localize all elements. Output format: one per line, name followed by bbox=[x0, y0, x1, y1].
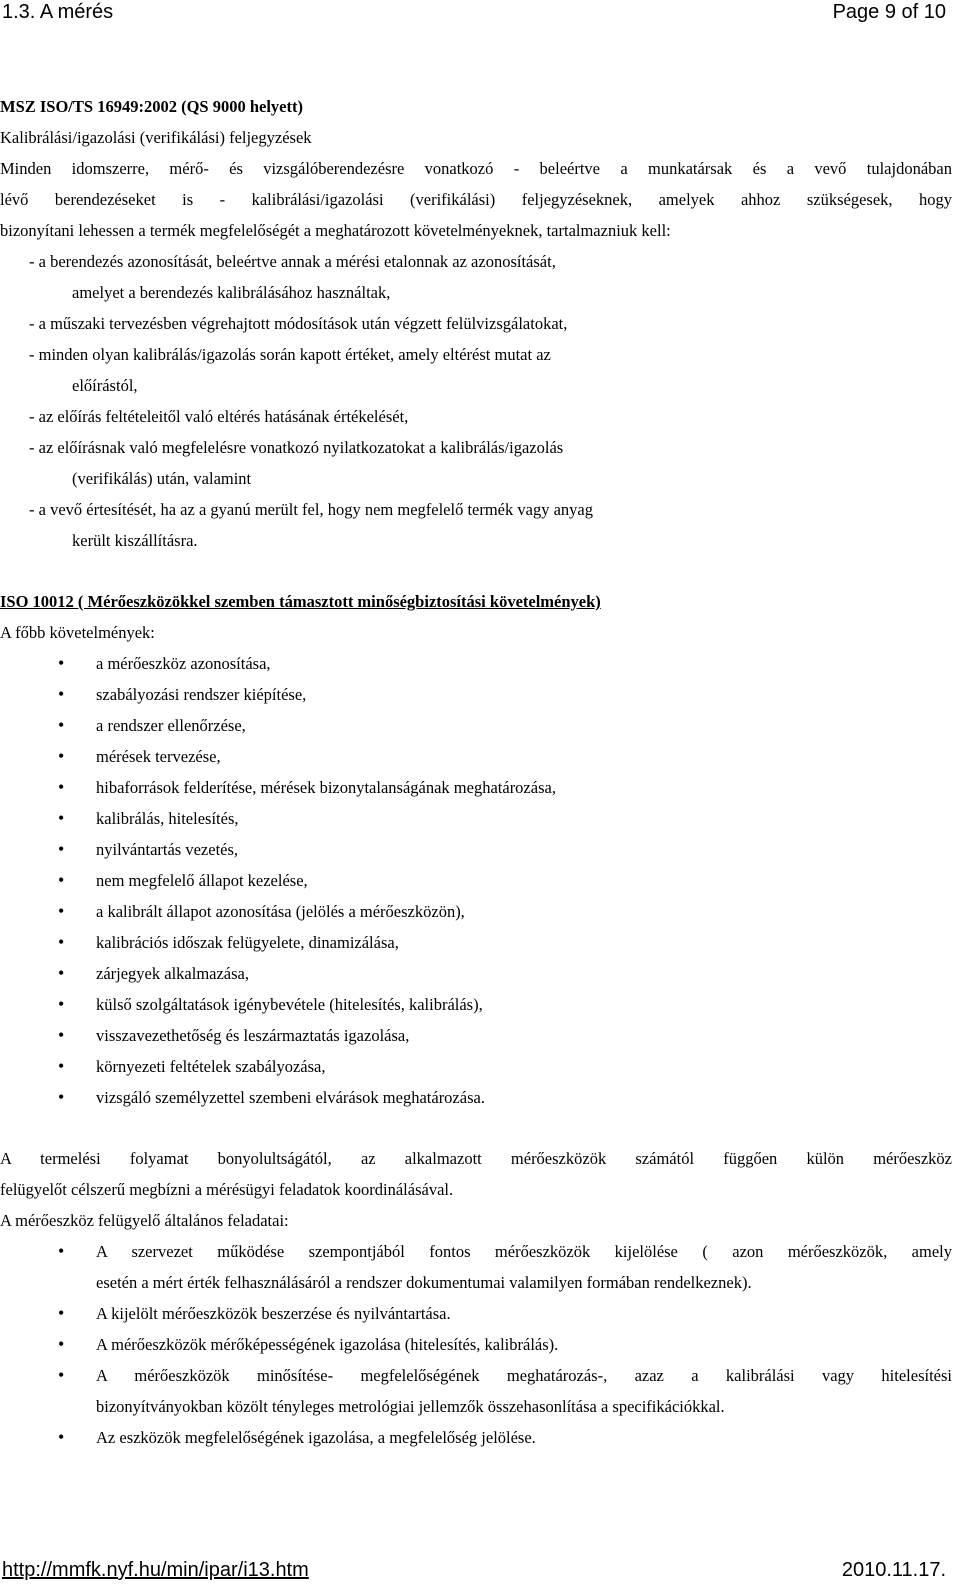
iso-requirement-item: • szabályozási rendszer kiépítése, bbox=[0, 679, 952, 710]
msz-item: - a vevő értesítését, ha az a gyanú merült fel, hogy nem megfelelő termék vagy anyag bbox=[29, 500, 593, 519]
task-item: • A mérőeszközök minősítése- megfelelőségének meghatározás-, azaz a kalibrálási vagy hitelesítési bbox=[0, 1360, 952, 1391]
msz-item-cont: amelyet a berendezés kalibrálásához használtak, bbox=[72, 283, 391, 302]
msz-item: - az előírás feltételeitől való eltérés hatásának értékelését, bbox=[29, 407, 409, 426]
iso-requirement-item: • visszavezethetőség és leszármaztatás igazolása, bbox=[0, 1020, 952, 1051]
tail-intro: A mérőeszköz felügyelő általános feladatai: bbox=[0, 1211, 289, 1230]
section-title: 1.3. A mérés bbox=[2, 1, 114, 23]
iso-requirement-item: • kalibrációs időszak felügyelete, dinamizálása, bbox=[0, 927, 952, 958]
task-item: • A mérőeszközök mérőképességének igazolása (hitelesítés, kalibrálás). bbox=[0, 1329, 952, 1360]
tail-paragraph-line: felügyelőt célszerű megbízni a mérésügyi feladatok koordinálásával. bbox=[0, 1180, 454, 1199]
iso-requirement-item: • a rendszer ellenőrzése, bbox=[0, 710, 952, 741]
msz-paragraph-line: bizonyítani lehessen a termék megfelelőségét a meghatározott követelményeknek, tartalmazniuk kell: bbox=[0, 221, 671, 240]
msz-subtitle: Kalibrálási/igazolási (verifikálási) feljegyzések bbox=[0, 128, 312, 147]
iso-requirement-item: • környezeti feltételek szabályozása, bbox=[0, 1051, 952, 1082]
iso-requirement-item: • nem megfelelő állapot kezelése, bbox=[0, 865, 952, 896]
task-item: • A kijelölt mérőeszközök beszerzése és nyilvántartása. bbox=[0, 1298, 952, 1329]
msz-item-cont: került kiszállításra. bbox=[72, 531, 198, 550]
page-number: Page 9 of 10 bbox=[832, 1, 946, 23]
iso-requirement-item: • kalibrálás, hitelesítés, bbox=[0, 803, 952, 834]
msz-item-cont: (verifikálás) után, valamint bbox=[72, 469, 252, 488]
iso-requirement-item: • hibaforrások felderítése, mérések bizonytalanságának meghatározása, bbox=[0, 772, 952, 803]
task-item: • A szervezet működése szempontjából fontos mérőeszközök kijelölése ( azon mérőeszközök, amely bbox=[0, 1236, 952, 1267]
iso-requirement-item: • a mérőeszköz azonosítása, bbox=[0, 648, 952, 679]
iso-requirement-item: • zárjegyek alkalmazása, bbox=[0, 958, 952, 989]
document-body bbox=[0, 91, 952, 1453]
iso-intro: A főbb követelmények: bbox=[0, 623, 155, 642]
iso-requirement-item: • a kalibrált állapot azonosítása (jelölés a mérőeszközön), bbox=[0, 896, 952, 927]
msz-item: - az előírásnak való megfelelésre vonatkozó nyilatkozatokat a kalibrálás/igazolás bbox=[29, 438, 564, 457]
iso-heading: ISO 10012 ( Mérőeszközökkel szemben támasztott minőségbiztosítási követelmények) bbox=[0, 592, 601, 611]
msz-item: - minden olyan kalibrálás/igazolás során kapott értéket, amely eltérést mutat az bbox=[29, 345, 551, 364]
iso-requirement-item: • vizsgáló személyzettel szembeni elvárások meghatározása. bbox=[0, 1082, 952, 1113]
page-header bbox=[0, 0, 960, 28]
task-item-cont: esetén a mért érték felhasználásáról a rendszer dokumentumai valamilyen formában rendelkeznek). bbox=[96, 1273, 752, 1292]
msz-heading: MSZ ISO/TS 16949:2002 (QS 9000 helyett) bbox=[0, 97, 303, 116]
task-item: • Az eszközök megfelelőségének igazolása, a megfelelőség jelölése. bbox=[0, 1422, 952, 1453]
iso-requirement-item: • külső szolgáltatások igénybevétele (hitelesítés, kalibrálás), bbox=[0, 989, 952, 1020]
source-url-link[interactable]: http://mmfk.nyf.hu/min/ipar/i13.htm bbox=[2, 1559, 309, 1581]
iso-requirement-item: • nyilvántartás vezetés, bbox=[0, 834, 952, 865]
page-footer bbox=[0, 1556, 960, 1584]
iso-requirement-item: • mérések tervezése, bbox=[0, 741, 952, 772]
msz-item-cont: előírástól, bbox=[72, 376, 138, 395]
task-item-cont: bizonyítványokban közölt tényleges metrológiai jellemzők összehasonlítása a specifikációkkal. bbox=[96, 1397, 725, 1416]
msz-paragraph-line: Minden idomszerre, mérő- és vizsgálóberendezésre vonatkozó - beleértve a munkatársak és a vevő tulajdonában bbox=[0, 159, 952, 178]
msz-item: - a műszaki tervezésben végrehajtott módosítások után végzett felülvizsgálatokat, bbox=[29, 314, 568, 333]
tail-paragraph-line: A termelési folyamat bonyolultságától, az alkalmazott mérőeszközök számától függően külön mérőeszköz bbox=[0, 1149, 952, 1168]
msz-paragraph-line: lévő berendezéseket is - kalibrálási/igazolási (verifikálási) feljegyzéseknek, amelyek ahhoz szükségesek, hogy bbox=[0, 190, 952, 209]
msz-item: - a berendezés azonosítását, beleértve annak a mérési etalonnak az azonosítását, bbox=[29, 252, 556, 271]
print-date: 2010.11.17. bbox=[841, 1559, 946, 1581]
